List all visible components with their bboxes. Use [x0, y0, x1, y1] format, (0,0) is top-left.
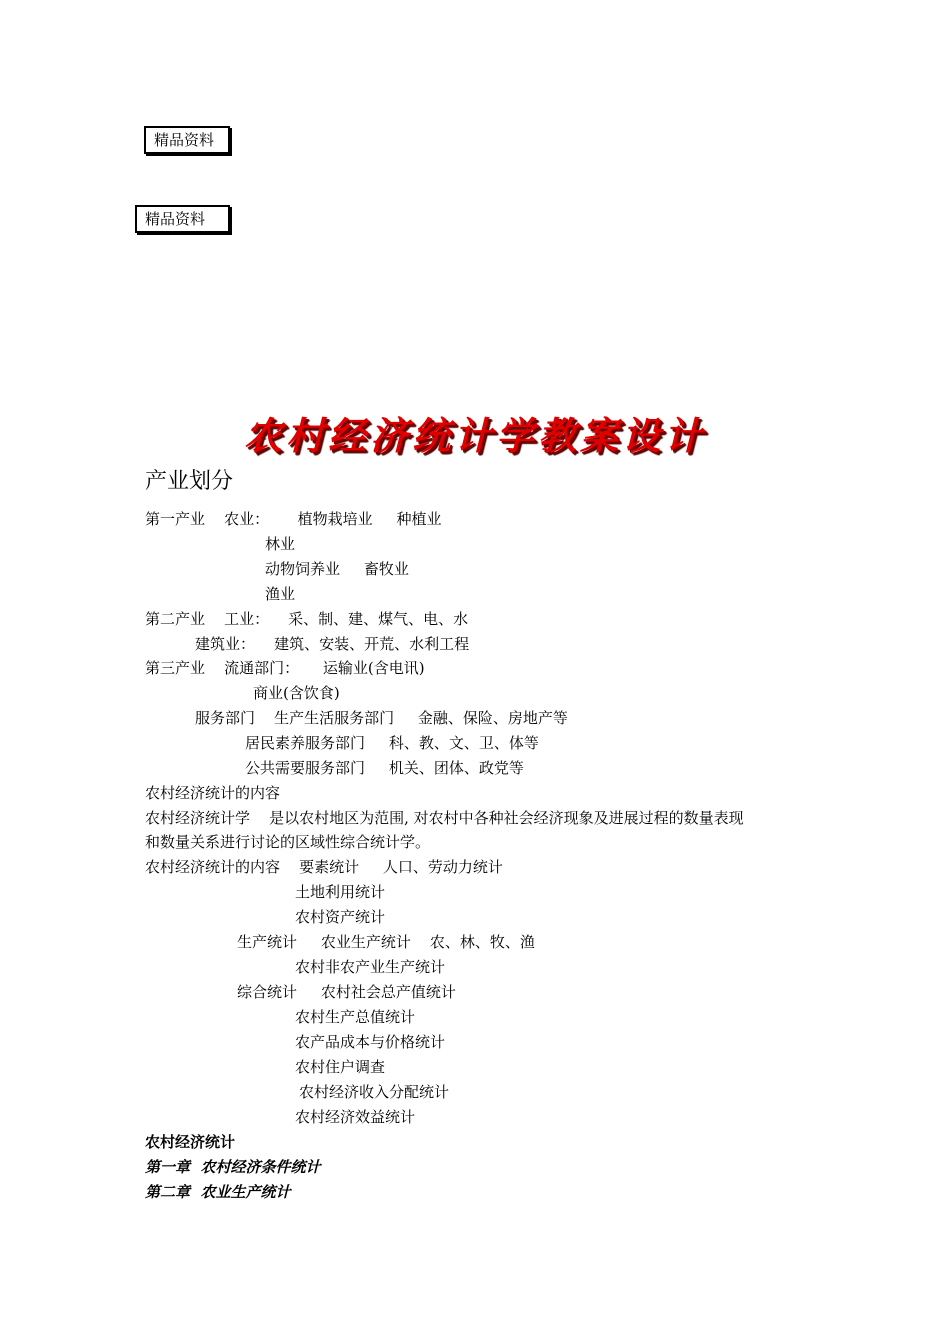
industry-line-animal: 动物饲养业 畜牧业: [265, 560, 409, 578]
chapter-1: 第一章 农村经济条件统计: [145, 1158, 321, 1176]
industry-line-tertiary: 第三产业 流通部门： 运输业(含电讯): [145, 659, 425, 677]
watermark-badge-1: 精品资料: [144, 126, 230, 154]
industry-line-commerce: 商业(含饮食): [253, 684, 340, 702]
content-line-assets: 农村资产统计: [295, 908, 386, 926]
document-title: 农村经济统计学教案设计: [243, 413, 706, 458]
content-line-cost-price: 农产品成本与价格统计: [295, 1033, 446, 1051]
definition-line-1: 农村经济统计学 是以农村地区为范围, 对农村中各种社会经济现象及进展过程的数量表现: [145, 809, 744, 827]
section-heading: 产业划分: [145, 469, 234, 494]
content-line-land: 土地利用统计: [295, 883, 386, 901]
content-line-gdp: 农村生产总值统计: [295, 1008, 416, 1026]
industry-line-construction: 建筑业： 建筑、安装、开荒、水利工程: [195, 635, 470, 653]
content-line-composite: 综合统计 农村社会总产值统计: [237, 983, 456, 1001]
chapter-2: 第二章 农业生产统计: [145, 1183, 291, 1201]
industry-line-primary: 第一产业 农业： 植物栽培业 种植业: [145, 510, 442, 528]
content-line-factors: 农村经济统计的内容 要素统计 人口、劳动力统计: [145, 858, 503, 876]
industry-line-secondary: 第二产业 工业： 采、制、建、煤气、电、水: [145, 610, 469, 628]
industry-line-services: 服务部门 生产生活服务部门 金融、保险、房地产等: [195, 709, 568, 727]
industry-line-forestry: 林业: [265, 535, 296, 553]
content-line-income: 农村经济收入分配统计: [299, 1083, 450, 1101]
content-line-production: 生产统计 农业生产统计 农、林、牧、渔: [237, 933, 535, 951]
content-line-household: 农村住户调查: [295, 1058, 386, 1076]
industry-line-fishery: 渔业: [265, 585, 296, 603]
outline-heading: 农村经济统计: [145, 1133, 236, 1151]
content-line-nonagri: 农村非农产业生产统计: [295, 958, 446, 976]
content-heading: 农村经济统计的内容: [145, 784, 281, 802]
definition-line-2: 和数量关系进行讨论的区域性综合统计学。: [145, 833, 431, 851]
watermark-badge-2: 精品资料: [135, 205, 230, 233]
industry-line-resident-services: 居民素养服务部门 科、教、文、卫、体等: [245, 734, 539, 752]
industry-line-public-services: 公共需要服务部门 机关、团体、政党等: [245, 759, 524, 777]
content-line-efficiency: 农村经济效益统计: [295, 1108, 416, 1126]
